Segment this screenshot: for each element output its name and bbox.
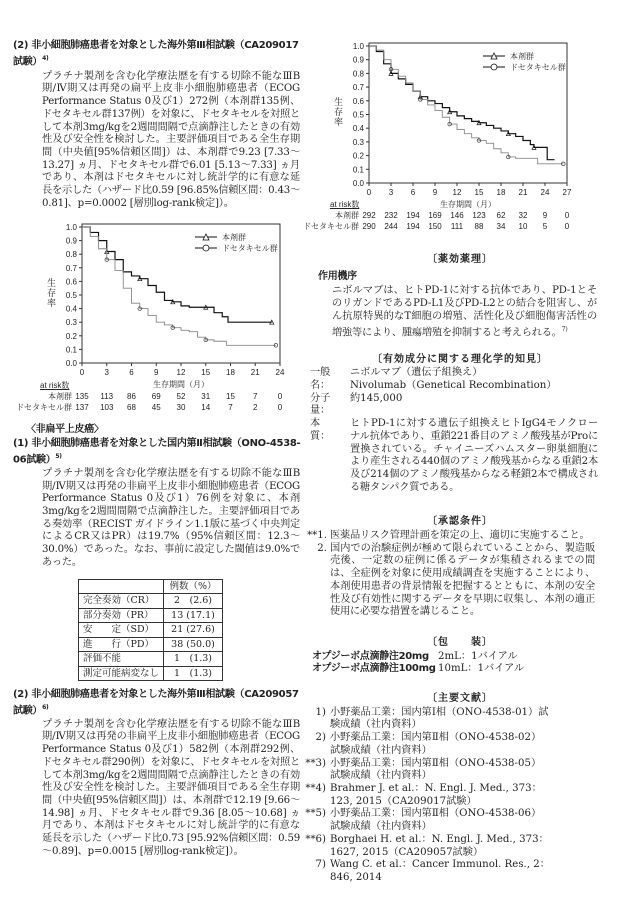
ono-4538-06-body: プラチナ製剤を含む化学療法歴を有する切除不能なⅢB期/Ⅳ期又は再発の非扁平上皮非小細胞肺癌患者（ECOG Performance Status 0及び1）76例を対象に、本剤3mg/kgを2週間間隔で点滴静注した。主要評価項目である奏効率（RECIST ガイドライン1.1版に基づく中央判定によるCR又はPR）は19.7%（95%信頼区間：12.3～30.0%）であった。なお、事前に設定した閾値は9.0%であった。 [42,467,300,568]
at-risk-count: 232 [384,211,398,220]
package-heading: 〔包 装〕 [427,636,493,648]
at-risk-label: at risk数 [40,381,70,391]
y-tick-label: 0.4 [352,124,364,134]
ref-text: Wang C. et al.：Cancer Immunol. Res., 2：846, 2014 [330,859,550,883]
row-value: 1 (1.3) [164,666,223,681]
package-name: オプジーボ点滴静注20mg [312,650,429,662]
x-tick-label: 12 [176,368,186,378]
section-title-ono-4538-06: (1) 非小細胞肺癌患者を対象とした国内第Ⅱ相試験（ONO-4538-06試験）$^{5)}$ [13,438,301,466]
x-tick-label: 6 [129,368,134,378]
reference-item [298,808,598,833]
x-tick-label: 6 [410,188,416,197]
at-risk-count: 137 [75,403,89,413]
package-spec: 10mL：1バイアル [438,663,525,675]
item-mark: 2. [317,542,327,554]
ca209017-body: プラチナ製剤を含む化学療法歴を有する切除不能なⅢB期/Ⅳ期又は再発の扁平上皮非小細胞肺癌患者（ECOG Performance Status 0及び1）272例（本剤群135例、ドセタキセル群137例）を対象に、ドセタキセルを対照として本剤3mg/kgを2週間間隔で点滴静注したときの有効性及び安全性を検討した。主要評価項目である全生存期間（中央値[95%信頼区間]）は、本剤群で9.23 [7.33～13.27] ヵ月、ドセタキセル群で6.01 [5.13～7.33] ヵ月であり、本剤はドセタキセルに対し統計学的に有意な延長を示した（ハザード比0.59 [96.85%信頼区間：0.43～0.81]、p=0.0002 [層別log-rank検定]）。 [42,70,301,209]
pharmacology-heading: 〔薬効薬理〕 [427,254,493,265]
y-tick-label: 0.7 [352,83,364,93]
reference-item [298,834,598,859]
at-risk-group-label: ドセタキセル群 [16,403,72,413]
row-label: 安 定（SD） [79,623,164,638]
package-list [312,651,620,676]
y-tick-label: 0.1 [65,345,77,355]
y-tick-label: 0.2 [65,332,77,342]
approval-conditions [300,530,600,619]
at-risk-count: 30 [176,403,186,413]
approval-item [300,543,600,619]
row-label: 評価不能 [79,652,164,667]
x-tick-label: 24 [275,368,285,378]
table-row [79,608,223,623]
x-tick-label: 15 [474,188,484,197]
at-risk-count: 86 [127,392,136,402]
row-value: 38 (50.0) [164,637,223,652]
row-label: 部分奏効（PR） [79,608,164,623]
at-risk-count: 2 [253,403,258,413]
x-tick-label: 0 [79,368,85,378]
x-axis-label: 生存期間（月） [440,200,496,209]
at-risk-count: 14 [201,403,211,413]
y-axis-label: 生存率 [333,97,343,127]
x-tick-label: 18 [226,368,235,378]
at-risk-group-label: 本剤群 [48,392,72,402]
right-column [300,35,620,885]
table-row [79,594,223,609]
x-tick-label: 9 [154,368,159,378]
row-value: 13 (17.1) [164,608,223,623]
ref-text: Brahmer J. et al.：N. Engl. J. Med., 373：123, 2015（CA209017試験） [330,783,542,807]
section-title-ca209017: (2) 非小細胞肺癌患者を対象とした海外第Ⅲ相試験（CA209017試験）$^{4)}$ [13,40,299,68]
references-heading: 〔主要文献〕 [427,693,493,705]
at-risk-count: 150 [428,222,442,231]
y-tick-label: 0.9 [65,237,77,247]
row-value: 1 (1.3) [164,652,223,667]
ref-number: **4) [305,783,326,794]
legend-circle-icon [491,64,497,70]
reference-item [298,859,598,884]
at-risk-count: 7 [228,403,233,413]
at-risk-count: 146 [450,211,464,220]
row-label: 進 行（PD） [79,637,164,652]
y-tick-label: 0.5 [65,291,77,301]
at-risk-count: 62 [496,211,506,220]
x-tick-label: 27 [562,188,572,197]
at-risk-count: 32 [518,211,528,220]
at-risk-count: 194 [406,211,420,220]
item-text: 国内での治験症例が極めて限られていることから、製造販売後、一定数の症例に係るデータが集積されるまでの間は、全症例を対象に使用成績調査を実施することにより、本剤使用患者の背景情報を把握するとともに、本剤の安全性及び有効性に関するデータを早期に収集し、本剤の適正使用に必要な措置を講じること。 [330,542,595,618]
at-risk-group-label: 本剤群 [335,211,359,220]
ref-number: **3) [305,757,326,769]
y-tick-label: 0.7 [65,264,77,274]
at-risk-count: 52 [176,392,186,402]
row-value: 21 (27.6) [164,623,223,638]
at-risk-table-ca209017 [0,381,300,416]
row-label: 完全奏効（CR） [79,594,164,609]
item-mark: **1. [307,530,327,542]
at-risk-count: 123 [472,211,486,220]
package-name: オプジーボ点滴静注100mg [312,663,436,675]
reference-item [298,707,598,732]
ref-number: 1) [315,706,326,718]
y-tick-label: 0.3 [65,318,77,328]
at-risk-count: 69 [151,392,161,402]
x-axis-label: 生存期間（月） [153,380,209,390]
y-tick-label: 0.6 [65,277,77,287]
ca209057-body: プラチナ製剤を含む化学療法歴を有する切除不能なⅢB期/Ⅳ期又は再発の非扁平上皮非小細胞肺癌患者（ECOG Performance Status 0及び1）582例（本剤群292例、ドセタキセル群290例）を対象に、ドセタキセルを対照として本剤3mg/kgを2週間間隔で点滴静注したときの有効性及び安全性を検討した。主要評価項目である全生存期間（中央値[95%信頼区間]）は、本剤群で12.19 [9.66～14.98] ヵ月、ドセタキセル群で9.36 [8.05～10.68] ヵ月であり、本剤はドセタキセルに対し統計学的に有意な延長を示した（ハザード比0.73 [95.92%信頼区間：0.59～0.89]、p=0.0015 [層別log-rank検定]）。 [42,718,301,857]
ref-text: 小野薬品工業：国内第Ⅱ相（ONO-4538-02）試験成績（社内資料） [330,732,542,756]
ref-text: 小野薬品工業：国内第Ⅰ相（ONO-4538-01）試験成績（社内資料） [330,706,549,731]
ref-number: **5) [305,808,326,820]
at-risk-count: 0 [277,403,283,413]
y-axis-label: 生存率 [46,278,56,309]
at-risk-count: 15 [226,392,235,402]
x-tick-label: 15 [201,368,211,378]
y-tick-label: 0.0 [65,359,77,369]
x-tick-label: 3 [388,188,394,197]
at-risk-group-label: ドセタキセル群 [303,222,359,231]
molecular-weight-value: 約145,000 [350,392,403,404]
x-tick-label: 24 [540,188,550,197]
moa-body: ニボルマブは、ヒトPD-1に対する抗体であり、PD-1とそのリガンドであるPD-L1及びPD-L2との結合を阻害し、がん抗原特異的なT細胞の増殖、活性化及び細胞傷害活性の増強等により、腫瘍増殖を抑制すると考えられる。$^{7)}$ [332,285,597,338]
legend-label: ドセタキセル群 [510,63,566,72]
legend-label: ドセタキセル群 [222,244,278,254]
section-title-ca209057: (2) 非小細胞肺癌患者を対象とした海外第Ⅲ相試験（CA209057試験）$^{6)}$ [13,689,299,717]
at-risk-count: 9 [542,211,548,220]
table-header: 例数（%） [164,579,223,594]
x-tick-label: 21 [518,188,528,197]
y-tick-label: 0.2 [352,151,364,161]
ref-text: 小野薬品工業：国内第Ⅱ相（ONO-4538-06）試験成績（社内資料） [330,808,542,833]
at-risk-count: 169 [428,211,442,220]
table-row [79,623,223,638]
at-risk-count: 111 [450,222,464,231]
x-tick-label: 18 [496,188,506,197]
at-risk-count: 0 [564,222,570,231]
at-risk-count: 135 [75,392,89,402]
at-risk-count: 113 [100,392,114,402]
nonsquamous-heading: 〈非扁平上皮癌〉 [26,424,104,436]
at-risk-count: 88 [474,222,484,231]
x-tick-label: 21 [250,368,260,378]
at-risk-count: 103 [100,403,114,413]
approval-conditions-heading: 〔承認条件〕 [427,516,493,528]
at-risk-count: 31 [201,392,211,402]
at-risk-count: 244 [384,222,398,231]
ref-number: **6) [305,833,326,845]
y-tick-label: 0.4 [65,305,77,315]
at-risk-count: 292 [362,211,376,220]
physicochemical-heading: 〔有効成分に関する理化学的知見〕 [372,353,548,365]
at-risk-table-ca209057 [300,200,620,235]
at-risk-count: 34 [496,222,506,231]
table-row [79,652,223,667]
y-tick-label: 0.8 [352,69,364,79]
y-tick-label: 0.6 [352,96,364,106]
y-tick-label: 0.0 [352,179,364,188]
ref-text: 小野薬品工業：国内第Ⅱ相（ONO-4538-05）試験成績（社内資料） [330,757,542,782]
moa-title: 作用機序 [318,270,357,282]
legend-label: 本剤群 [510,52,534,61]
at-risk-label: at risk数 [330,200,360,209]
ref-number: 2) [315,732,326,744]
y-tick-label: 1.0 [65,223,77,233]
reference-item [298,732,598,757]
table-row [79,666,223,681]
physicochemical-info [310,367,610,494]
at-risk-count: 7 [253,392,258,402]
chart-block-ca209017 [13,216,303,416]
y-tick-label: 0.5 [352,110,364,120]
table-header-row [79,579,223,594]
x-tick-label: 12 [452,188,462,197]
generic-name-en: Nivolumab（Genetical Recombination） [350,380,557,392]
at-risk-count: 0 [564,211,570,220]
ref-text: Borghaei H. et al.：N. Engl. J. Med., 373：1627, 2015（CA209057試験） [330,833,549,858]
legend-circle-icon [203,245,209,251]
table-row [79,637,223,652]
y-tick-label: 0.9 [352,55,364,65]
generic-name-ja: ニボルマブ（遺伝子組換え） [350,367,483,379]
item-text: 医薬品リスク管理計画を策定の上、適切に実施すること。 [330,530,590,542]
x-tick-label: 9 [432,188,438,197]
x-tick-label: 3 [104,368,109,378]
y-tick-label: 0.3 [352,137,364,147]
row-label: 測定可能病変なし [79,666,164,681]
at-risk-count: 45 [151,403,161,413]
y-tick-label: 0.1 [352,165,364,175]
at-risk-count: 290 [362,222,376,231]
response-table [78,579,223,682]
package-item [312,651,620,664]
y-tick-label: 0.8 [65,250,77,260]
chart-block-ca209057 [300,35,620,235]
row-value: 2 (2.6) [164,594,223,609]
at-risk-count: 194 [406,222,420,231]
y-tick-label: 1.0 [352,42,364,51]
x-tick-label: 0 [366,188,372,197]
nature-label: 本 質： [310,418,331,442]
generic-name-label: 一般名： [310,367,331,392]
package-spec: 2mL：1バイアル [438,650,518,662]
at-risk-count: 10 [518,222,528,231]
at-risk-count: 5 [542,222,548,231]
nature-value: ヒトPD-1に対する遺伝子組換えヒトIgG4モノクローナル抗体であり、重鎖221番目のアミノ酸残基がProに置換されている。チャイニーズハムスター卵巣細胞により産生される440個のアミノ酸残基からなる重鎖2本及び214個のアミノ酸残基からなる軽鎖2本で構成される糖タンパク質である。 [350,418,598,493]
ref-number: 7) [315,859,326,871]
reference-item [298,758,598,783]
molecular-weight-label: 分子量： [310,392,331,417]
reference-item [298,783,598,808]
legend-label: 本剤群 [222,233,246,243]
references-list [298,707,598,885]
left-column [13,40,303,859]
at-risk-count: 68 [127,403,136,413]
approval-item [300,530,600,543]
at-risk-count: 0 [277,392,283,402]
package-item [312,663,620,676]
